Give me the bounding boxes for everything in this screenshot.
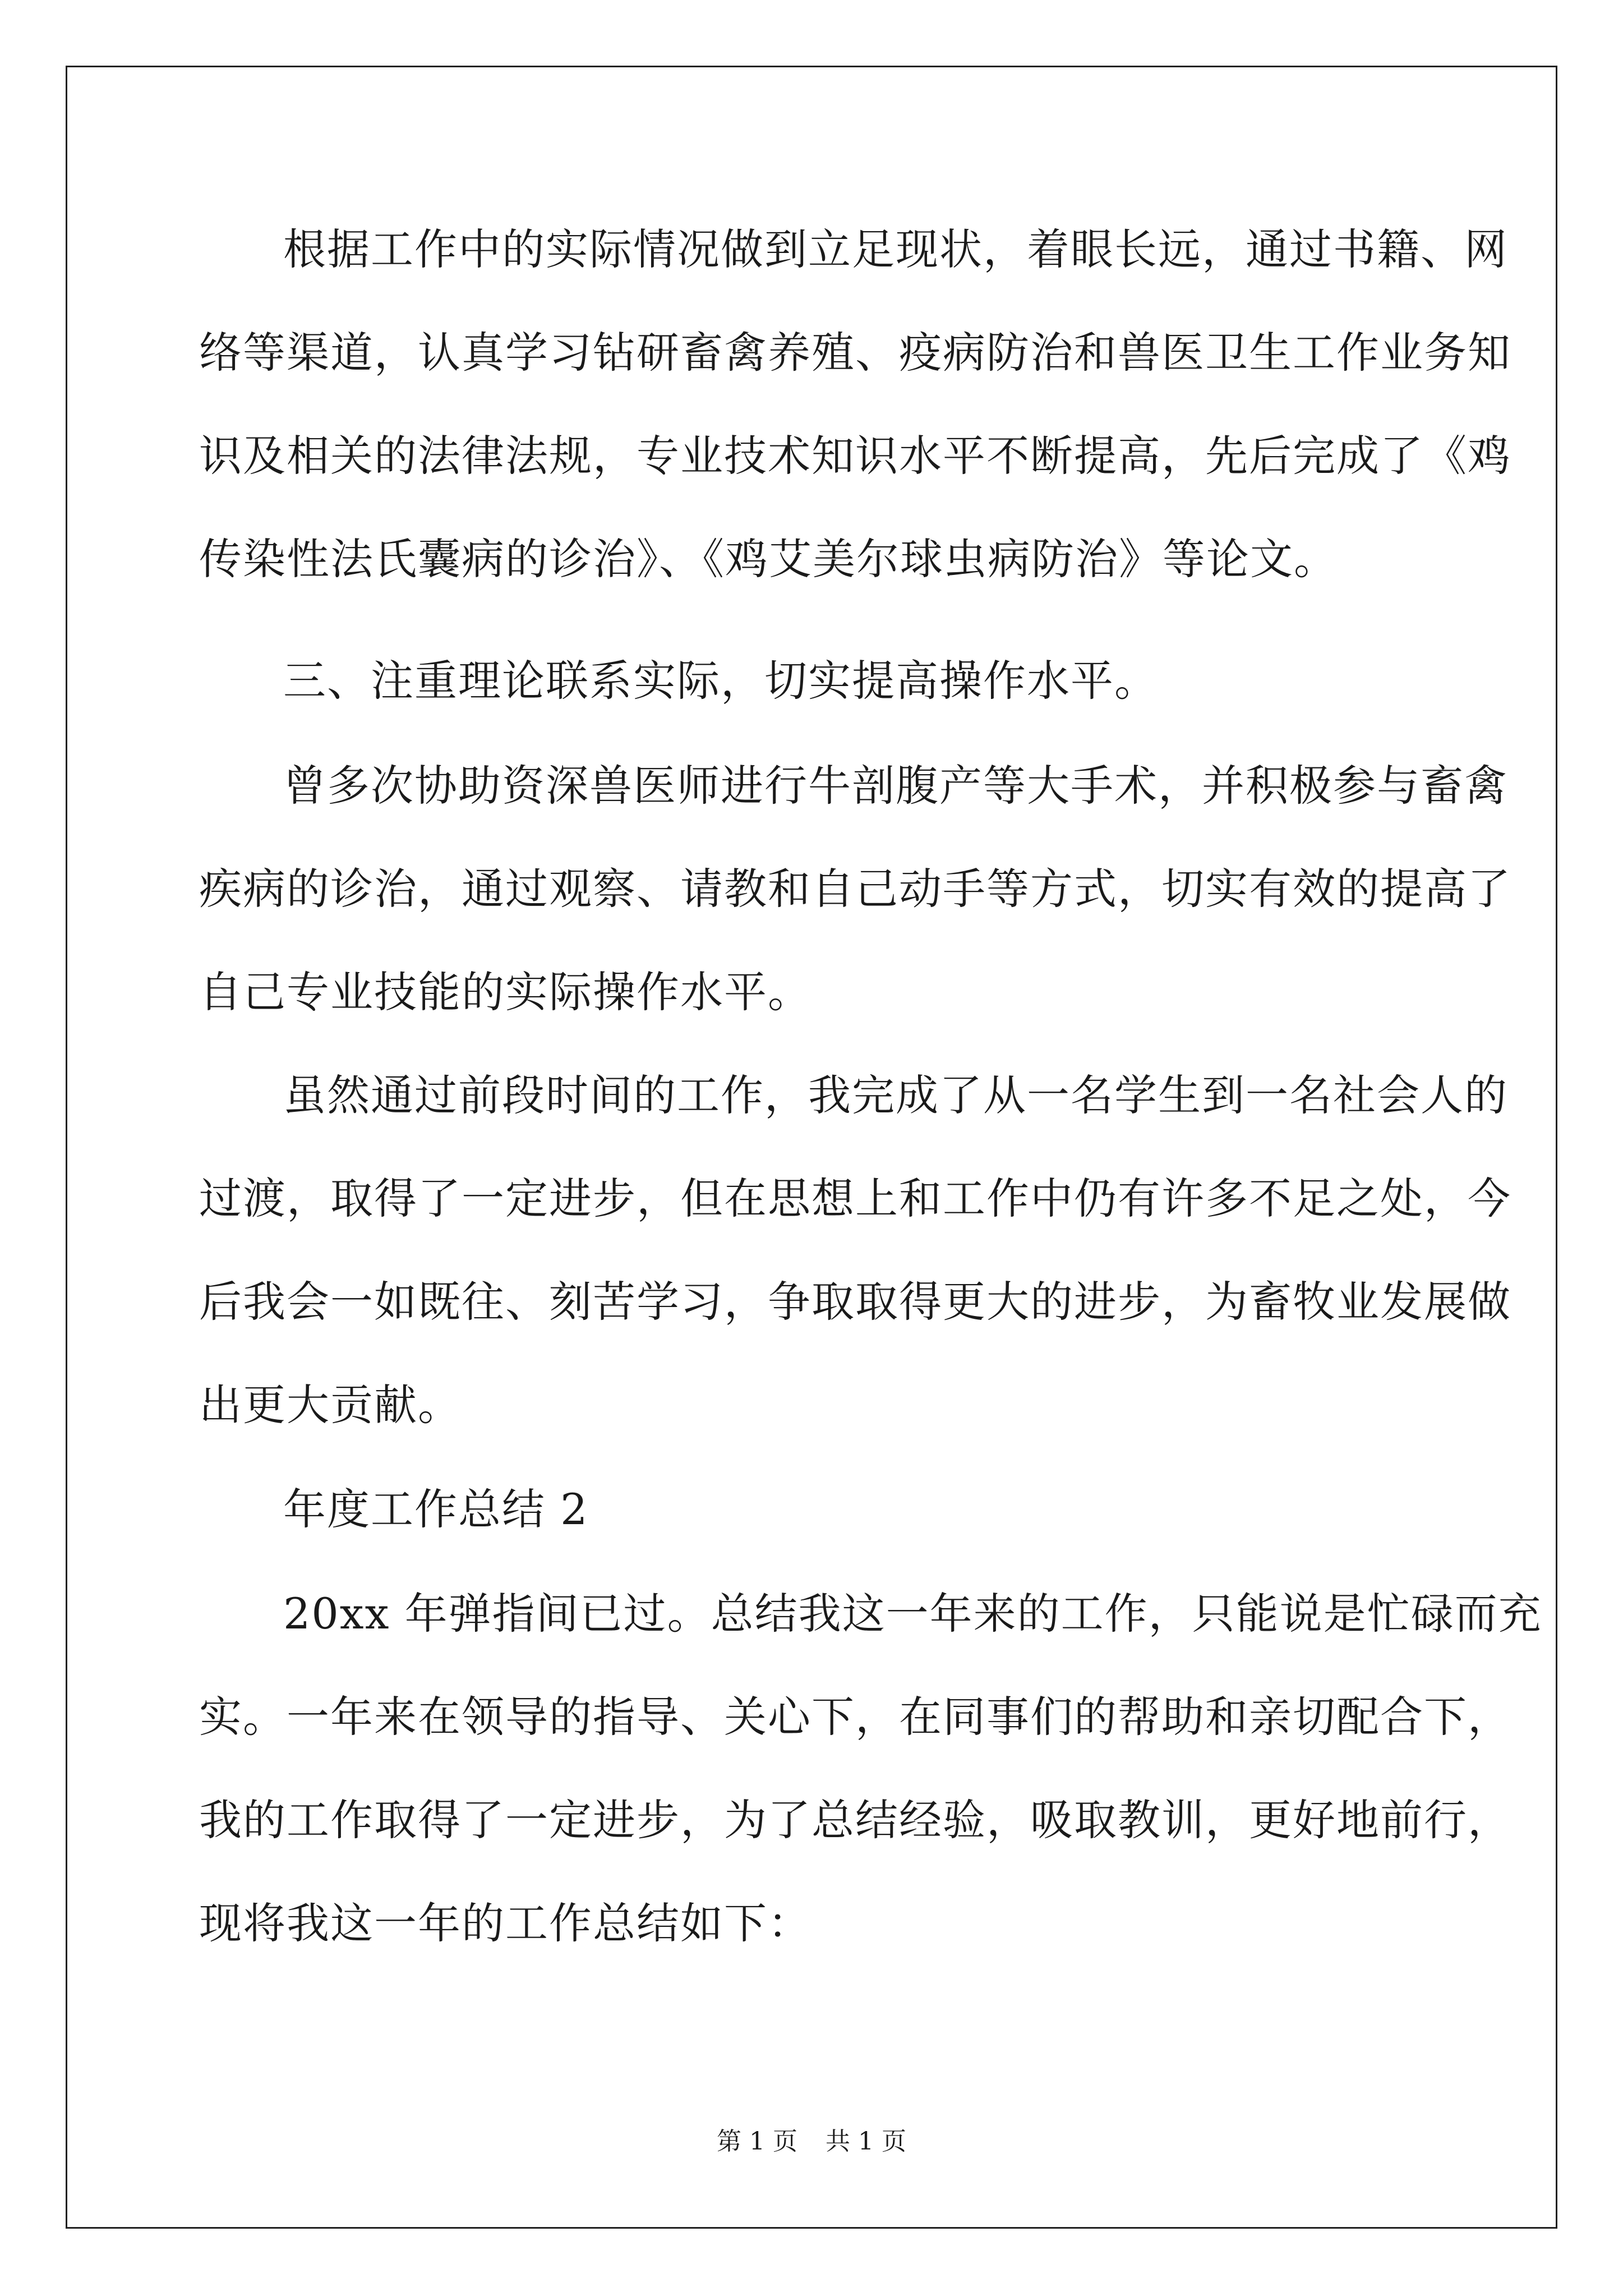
paragraph-4-line-3: 我的工作取得了一定进步，为了总结经验，吸取教训，更好地前行， [199,1795,1511,1845]
page-footer [0,2125,1623,2159]
paragraph-3-line-2: 过渡，取得了一定进步，但在思想上和工作中仍有许多不足之处，今 [199,1174,1511,1223]
paragraph-3-line-1: 虽然通过前段时间的工作，我完成了从一名学生到一名社会人的 [283,1070,1508,1120]
page-number-current: 第 1 页 [717,2127,797,2156]
paragraph-2-line-2: 疾病的诊治，通过观察、请教和自己动手等方式，切实有效的提高了 [199,864,1511,914]
paragraph-3-line-3: 后我会一如既往、刻苦学习，争取取得更大的进步，为畜牧业发展做 [199,1277,1511,1327]
section-heading-3: 三、注重理论联系实际，切实提高操作水平。 [283,656,1158,706]
paragraph-1-line-4: 传染性法氏囊病的诊治》、《鸡艾美尔球虫病防治》等论文。 [199,534,1338,584]
paragraph-4-line-1: 20xx 年弹指间已过。总结我这一年来的工作，只能说是忙碌而充 [283,1589,1542,1639]
section-title-annual-summary-2: 年度工作总结 2 [283,1484,589,1534]
paragraph-4-line-2: 实。一年来在领导的指导、关心下，在同事们的帮助和亲切配合下， [199,1692,1511,1742]
page-number-total: 共 1 页 [826,2127,906,2156]
paragraph-1-line-3: 识及相关的法律法规，专业技术知识水平不断提高，先后完成了《鸡 [199,431,1511,481]
paragraph-2-line-3: 自己专业技能的实际操作水平。 [199,967,811,1017]
paragraph-3-line-4: 出更大贡献。 [199,1380,462,1430]
paragraph-4-line-4: 现将我这一年的工作总结如下： [199,1898,811,1948]
paragraph-2-line-1: 曾多次协助资深兽医师进行牛剖腹产等大手术，并积极参与畜禽 [283,761,1508,811]
paragraph-1-line-1: 根据工作中的实际情况做到立足现状，着眼长远，通过书籍、网 [283,224,1508,274]
paragraph-1-line-2: 络等渠道，认真学习钻研畜禽养殖、疫病防治和兽医卫生工作业务知 [199,328,1511,378]
